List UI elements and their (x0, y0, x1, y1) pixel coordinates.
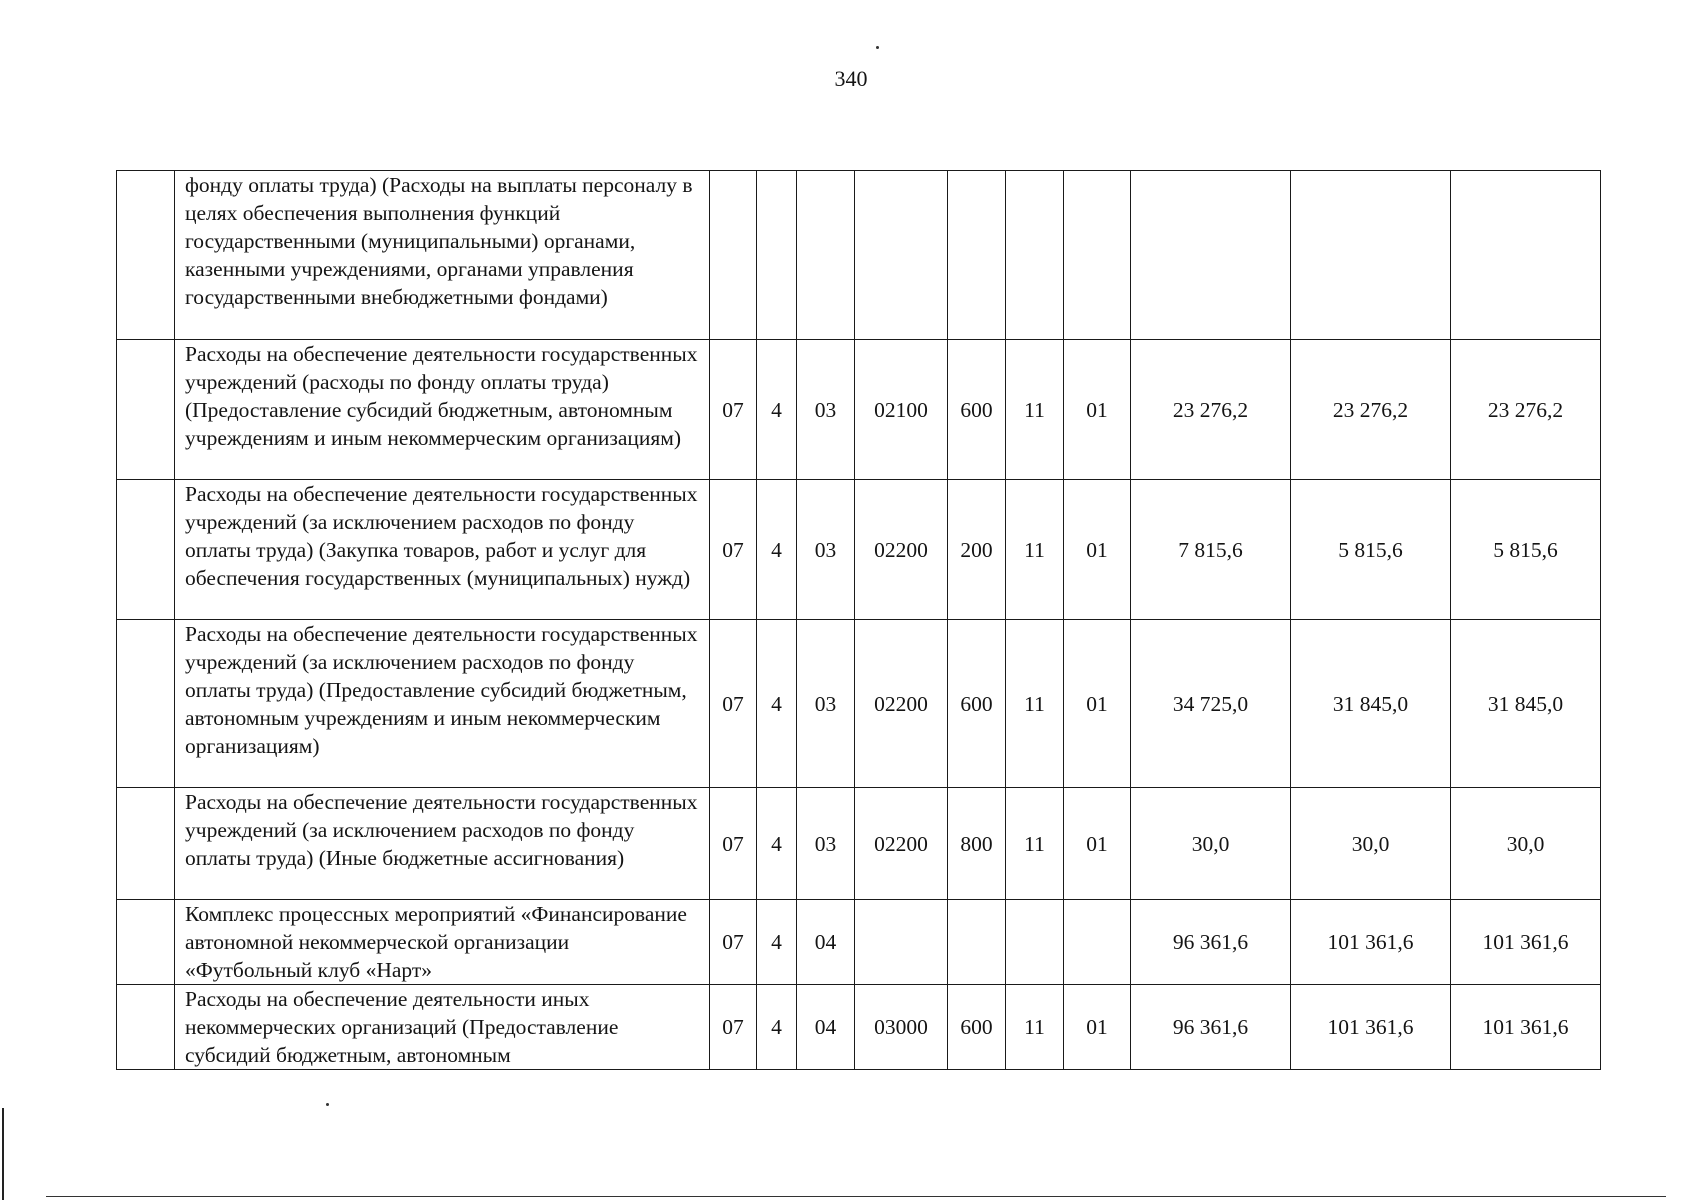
code-section-cell: 07 (710, 480, 757, 620)
code-direction-cell: 02100 (855, 340, 948, 480)
code-subprogram-cell: 03 (797, 480, 855, 620)
code-program-cell: 4 (757, 900, 797, 985)
row-number-cell (117, 985, 175, 1070)
code-section-cell: 07 (710, 985, 757, 1070)
code-department-cell: 11 (1006, 340, 1064, 480)
amount-year3-cell: 5 815,6 (1451, 480, 1601, 620)
code-section-cell (710, 171, 757, 340)
amount-year1-cell: 96 361,6 (1131, 985, 1291, 1070)
table-row (117, 480, 1601, 620)
scan-speck (326, 1103, 329, 1106)
amount-year3-cell: 101 361,6 (1451, 900, 1601, 985)
code-department-cell: 11 (1006, 480, 1064, 620)
row-number-cell (117, 900, 175, 985)
code-subprogram-cell (797, 171, 855, 340)
row-number-cell (117, 340, 175, 480)
scan-speck (876, 46, 879, 49)
code-direction-cell: 02200 (855, 480, 948, 620)
code-section-cell: 07 (710, 340, 757, 480)
budget-table (116, 170, 1601, 1070)
code-subprogram-cell: 03 (797, 620, 855, 788)
amount-year1-cell: 7 815,6 (1131, 480, 1291, 620)
code-subprogram-cell: 03 (797, 788, 855, 900)
amount-year1-cell: 34 725,0 (1131, 620, 1291, 788)
code-subprogram-cell: 04 (797, 900, 855, 985)
code-program-cell: 4 (757, 985, 797, 1070)
expense-type-cell: 600 (948, 985, 1006, 1070)
expense-type-cell (948, 171, 1006, 340)
code-direction-cell: 02200 (855, 620, 948, 788)
table-row (117, 900, 1601, 985)
amount-year2-cell: 101 361,6 (1291, 985, 1451, 1070)
amount-year3-cell: 101 361,6 (1451, 985, 1601, 1070)
amount-year1-cell: 23 276,2 (1131, 340, 1291, 480)
code-direction-cell: 03000 (855, 985, 948, 1070)
expense-type-cell: 800 (948, 788, 1006, 900)
amount-year2-cell: 23 276,2 (1291, 340, 1451, 480)
expense-type-cell (948, 900, 1006, 985)
code-subsection-cell: 01 (1064, 620, 1131, 788)
table-row (117, 788, 1601, 900)
description-cell: Комплекс процессных мероприятий «Финансирование автономной некоммерческой организации «Футбольный клуб «Нарт» (175, 900, 710, 985)
code-department-cell: 11 (1006, 788, 1064, 900)
description-cell: Расходы на обеспечение деятельности государственных учреждений (за исключением расходов по фонду оплаты труда) (Предоставление субсидий бюджетным, автономным учреждениям и иным некоммерческим организациям) (175, 620, 710, 788)
code-department-cell (1006, 171, 1064, 340)
code-subsection-cell: 01 (1064, 788, 1131, 900)
amount-year2-cell (1291, 171, 1451, 340)
code-direction-cell: 02200 (855, 788, 948, 900)
code-direction-cell (855, 900, 948, 985)
amount-year3-cell: 23 276,2 (1451, 340, 1601, 480)
code-subprogram-cell: 04 (797, 985, 855, 1070)
code-subsection-cell (1064, 171, 1131, 340)
description-cell: Расходы на обеспечение деятельности иных некоммерческих организаций (Предоставление субсидий бюджетным, автономным (175, 985, 710, 1070)
amount-year1-cell: 96 361,6 (1131, 900, 1291, 985)
code-subsection-cell (1064, 900, 1131, 985)
code-department-cell (1006, 900, 1064, 985)
code-section-cell: 07 (710, 620, 757, 788)
row-number-cell (117, 480, 175, 620)
row-number-cell (117, 788, 175, 900)
amount-year2-cell: 101 361,6 (1291, 900, 1451, 985)
table-row (117, 620, 1601, 788)
expense-type-cell: 600 (948, 340, 1006, 480)
code-department-cell: 11 (1006, 620, 1064, 788)
left-edge-mark (2, 1108, 4, 1200)
description-cell: Расходы на обеспечение деятельности государственных учреждений (расходы по фонду оплаты труда) (Предоставление субсидий бюджетным, автономным учреждениям и иным некоммерческим организациям) (175, 340, 710, 480)
amount-year2-cell: 5 815,6 (1291, 480, 1451, 620)
amount-year3-cell (1451, 171, 1601, 340)
amount-year1-cell (1131, 171, 1291, 340)
code-program-cell: 4 (757, 480, 797, 620)
description-cell: Расходы на обеспечение деятельности государственных учреждений (за исключением расходов по фонду оплаты труда) (Закупка товаров, работ и услуг для обеспечения государственных (муниципальных) нужд) (175, 480, 710, 620)
code-department-cell: 11 (1006, 985, 1064, 1070)
code-program-cell: 4 (757, 620, 797, 788)
code-section-cell: 07 (710, 900, 757, 985)
table-body (117, 171, 1601, 1070)
row-number-cell (117, 171, 175, 340)
expense-type-cell: 200 (948, 480, 1006, 620)
description-cell: Расходы на обеспечение деятельности государственных учреждений (за исключением расходов по фонду оплаты труда) (Иные бюджетные ассигнования) (175, 788, 710, 900)
table-row (117, 985, 1601, 1070)
amount-year2-cell: 31 845,0 (1291, 620, 1451, 788)
code-subprogram-cell: 03 (797, 340, 855, 480)
code-subsection-cell: 01 (1064, 340, 1131, 480)
amount-year3-cell: 30,0 (1451, 788, 1601, 900)
amount-year3-cell: 31 845,0 (1451, 620, 1601, 788)
code-program-cell (757, 171, 797, 340)
amount-year1-cell: 30,0 (1131, 788, 1291, 900)
row-number-cell (117, 620, 175, 788)
code-subsection-cell: 01 (1064, 480, 1131, 620)
code-program-cell: 4 (757, 340, 797, 480)
code-direction-cell (855, 171, 948, 340)
code-program-cell: 4 (757, 788, 797, 900)
code-subsection-cell: 01 (1064, 985, 1131, 1070)
table-row (117, 340, 1601, 480)
amount-year2-cell: 30,0 (1291, 788, 1451, 900)
page-number: 340 (834, 66, 868, 91)
code-section-cell: 07 (710, 788, 757, 900)
expense-type-cell: 600 (948, 620, 1006, 788)
table-row (117, 171, 1601, 340)
description-cell: фонду оплаты труда) (Расходы на выплаты персоналу в целях обеспечения выполнения функций государственными (муниципальными) органами, казенными учреждениями, органами управления государственными внебюджетными фондами) (175, 171, 710, 340)
bottom-rule (46, 1196, 1666, 1197)
